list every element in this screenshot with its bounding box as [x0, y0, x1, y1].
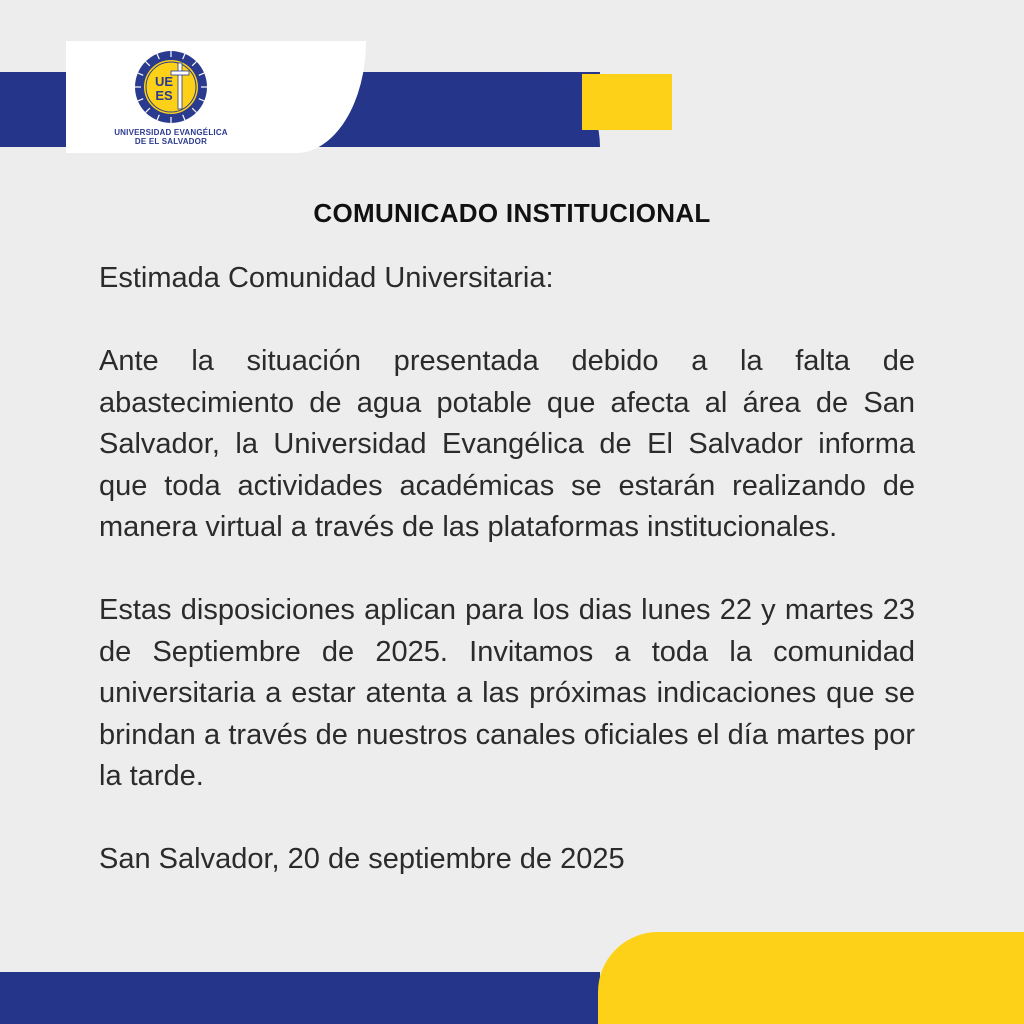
footer-yellow-band [598, 932, 1024, 1024]
svg-text:UE: UE [154, 74, 174, 89]
svg-text:ES: ES [155, 88, 173, 103]
header-yellow-accent [582, 74, 672, 130]
logo-name-line2: DE EL SALVADOR [134, 137, 208, 146]
logo-name-line1: UNIVERSIDAD EVANGÉLICA [114, 128, 228, 137]
communique-body [99, 258, 915, 922]
university-name-logo-text [104, 128, 238, 146]
paragraph-dates: Estas disposiciones aplican para los dias lunes 22 y martes 23 de Septiembre de 2025. Invitamos a toda la comunidad universitaria a estar atenta a las próximas indicaciones que se brindan a través de nuestros canales oficiales el día martes por la tarde. [99, 594, 915, 792]
paragraph-announcement: Ante la situación presentada debido a la falta de abastecimiento de agua potable que afecta al área de San Salvador, la Universidad Evangélica de El Salvador informa que toda actividades académicas se estarán realizando de manera virtual a través de las plataformas institucionales. [99, 345, 915, 543]
footer-blue-band [0, 972, 600, 1024]
greeting: Estimada Comunidad Universitaria: [99, 262, 554, 294]
signoff-date-place: San Salvador, 20 de septiembre de 2025 [99, 843, 625, 875]
university-seal-logo [134, 50, 208, 124]
page-title: COMUNICADO INSTITUCIONAL [313, 198, 711, 228]
